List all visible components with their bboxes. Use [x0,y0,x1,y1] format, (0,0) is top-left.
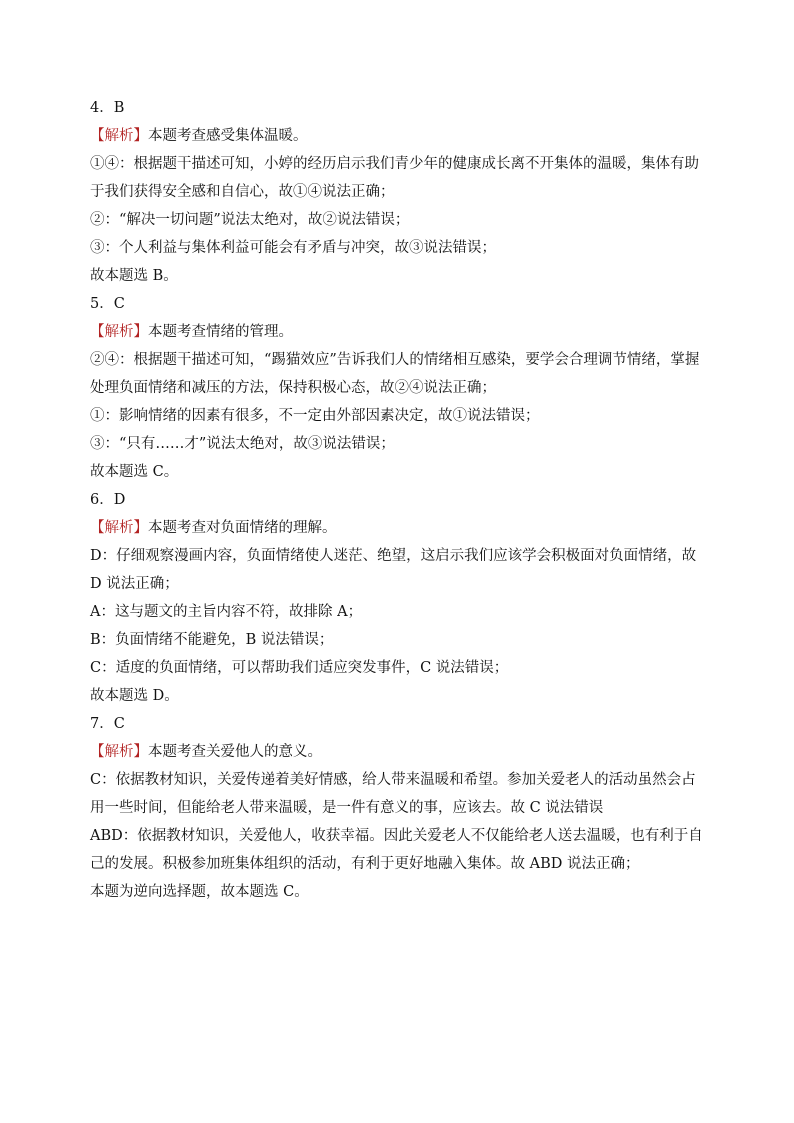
option-item [90,654,705,682]
option-prefix: ②④ [90,352,119,368]
option-text: ：适度的负面情绪，可以帮助我们适应突发事件，C 说法错误； [101,660,509,676]
option-item [90,766,705,822]
option-item [90,150,705,206]
option-item [90,430,705,458]
option-prefix: D [90,548,102,564]
option-text: ：个人利益与集体利益可能会有矛盾与冲突，故③说法错误； [104,240,496,256]
conclusion-line: 故本题选 D。 [90,688,179,704]
option-item [90,598,705,626]
option-text: ：影响情绪的因素有很多，不一定由外部因素决定，故①说法错误； [104,408,540,424]
answer-line: 7．C [90,716,125,732]
analysis-topic: 本题考查对负面情绪的理解。 [148,520,337,536]
option-text: ：负面情绪不能避免，B 说法错误； [100,632,334,648]
analysis-line: 【解析】本题考查感受集体温暖。 [90,128,308,144]
option-item [90,346,705,402]
option-prefix: ③ [90,240,105,256]
question-block-4 [90,94,705,290]
answer-explanations [90,94,705,906]
option-prefix: ③ [90,436,105,452]
option-prefix: ② [90,212,105,228]
option-prefix: A [90,604,101,620]
option-text: ：根据题干描述可知，“踢猫效应”告诉我们人的情绪相互感染，要学会合理调节情绪，掌握处理负面情绪和减压的方法，保持积极心态，故②④说法正确； [90,352,700,396]
answer-line: 5．C [90,296,125,312]
analysis-label: 解析 [104,520,134,536]
analysis-label: 解析 [104,128,134,144]
conclusion-line: 故本题选 C。 [90,464,179,480]
option-text: ：“只有……才”说法太绝对，故③说法错误； [104,436,395,452]
option-prefix: ①④ [90,156,119,172]
answer-line: 6．D [90,492,126,508]
conclusion-line: 故本题选 B。 [90,268,178,284]
option-item [90,402,705,430]
option-prefix: B [90,632,101,648]
analysis-label: 解析 [104,744,134,760]
option-text: ：依据教材知识，关爱他人，收获幸福。因此关爱老人不仅能给老人送去温暖，也有利于自己的发展。积极参加班集体组织的活动，有利于更好地融入集体。故 ABD 说法正确； [90,828,703,872]
conclusion-line: 本题为逆向选择题，故本题选 C。 [90,884,309,900]
option-prefix: ① [90,408,105,424]
option-item [90,206,705,234]
analysis-topic: 本题考查关爱他人的意义。 [148,744,322,760]
analysis-line: 【解析】本题考查对负面情绪的理解。 [90,520,337,536]
question-block-5 [90,290,705,486]
analysis-label: 解析 [104,324,134,340]
question-block-6 [90,486,705,710]
option-item [90,822,705,878]
option-text: ：根据题干描述可知，小婷的经历启示我们青少年的健康成长离不开集体的温暖，集体有助于我们获得安全感和自信心，故①④说法正确； [90,156,699,200]
option-prefix: ABD [90,828,123,844]
analysis-line: 【解析】本题考查情绪的管理。 [90,324,293,340]
analysis-line: 【解析】本题考查关爱他人的意义。 [90,744,322,760]
option-item [90,234,705,262]
option-text: ：依据教材知识，关爱传递着美好情感，给人带来温暖和希望。参加关爱老人的活动虽然会占用一些时间，但能给老人带来温暖，是一件有意义的事，应该去。故 C 说法错误 [90,772,696,816]
option-item [90,542,705,598]
option-prefix: C [90,660,102,676]
option-text: ：“解决一切问题”说法太绝对，故②说法错误； [104,212,410,228]
option-text: ：这与题文的主旨内容不符，故排除 A； [100,604,363,620]
option-prefix: C [90,772,102,788]
answer-line: 4．B [90,100,125,116]
option-text: ：仔细观察漫画内容，负面情绪使人迷茫、绝望，这启示我们应该学会积极面对负面情绪，故 D 说法正确； [90,548,701,592]
analysis-topic: 本题考查感受集体温暖。 [148,128,308,144]
option-item [90,626,705,654]
question-block-7 [90,710,705,906]
analysis-topic: 本题考查情绪的管理。 [148,324,293,340]
